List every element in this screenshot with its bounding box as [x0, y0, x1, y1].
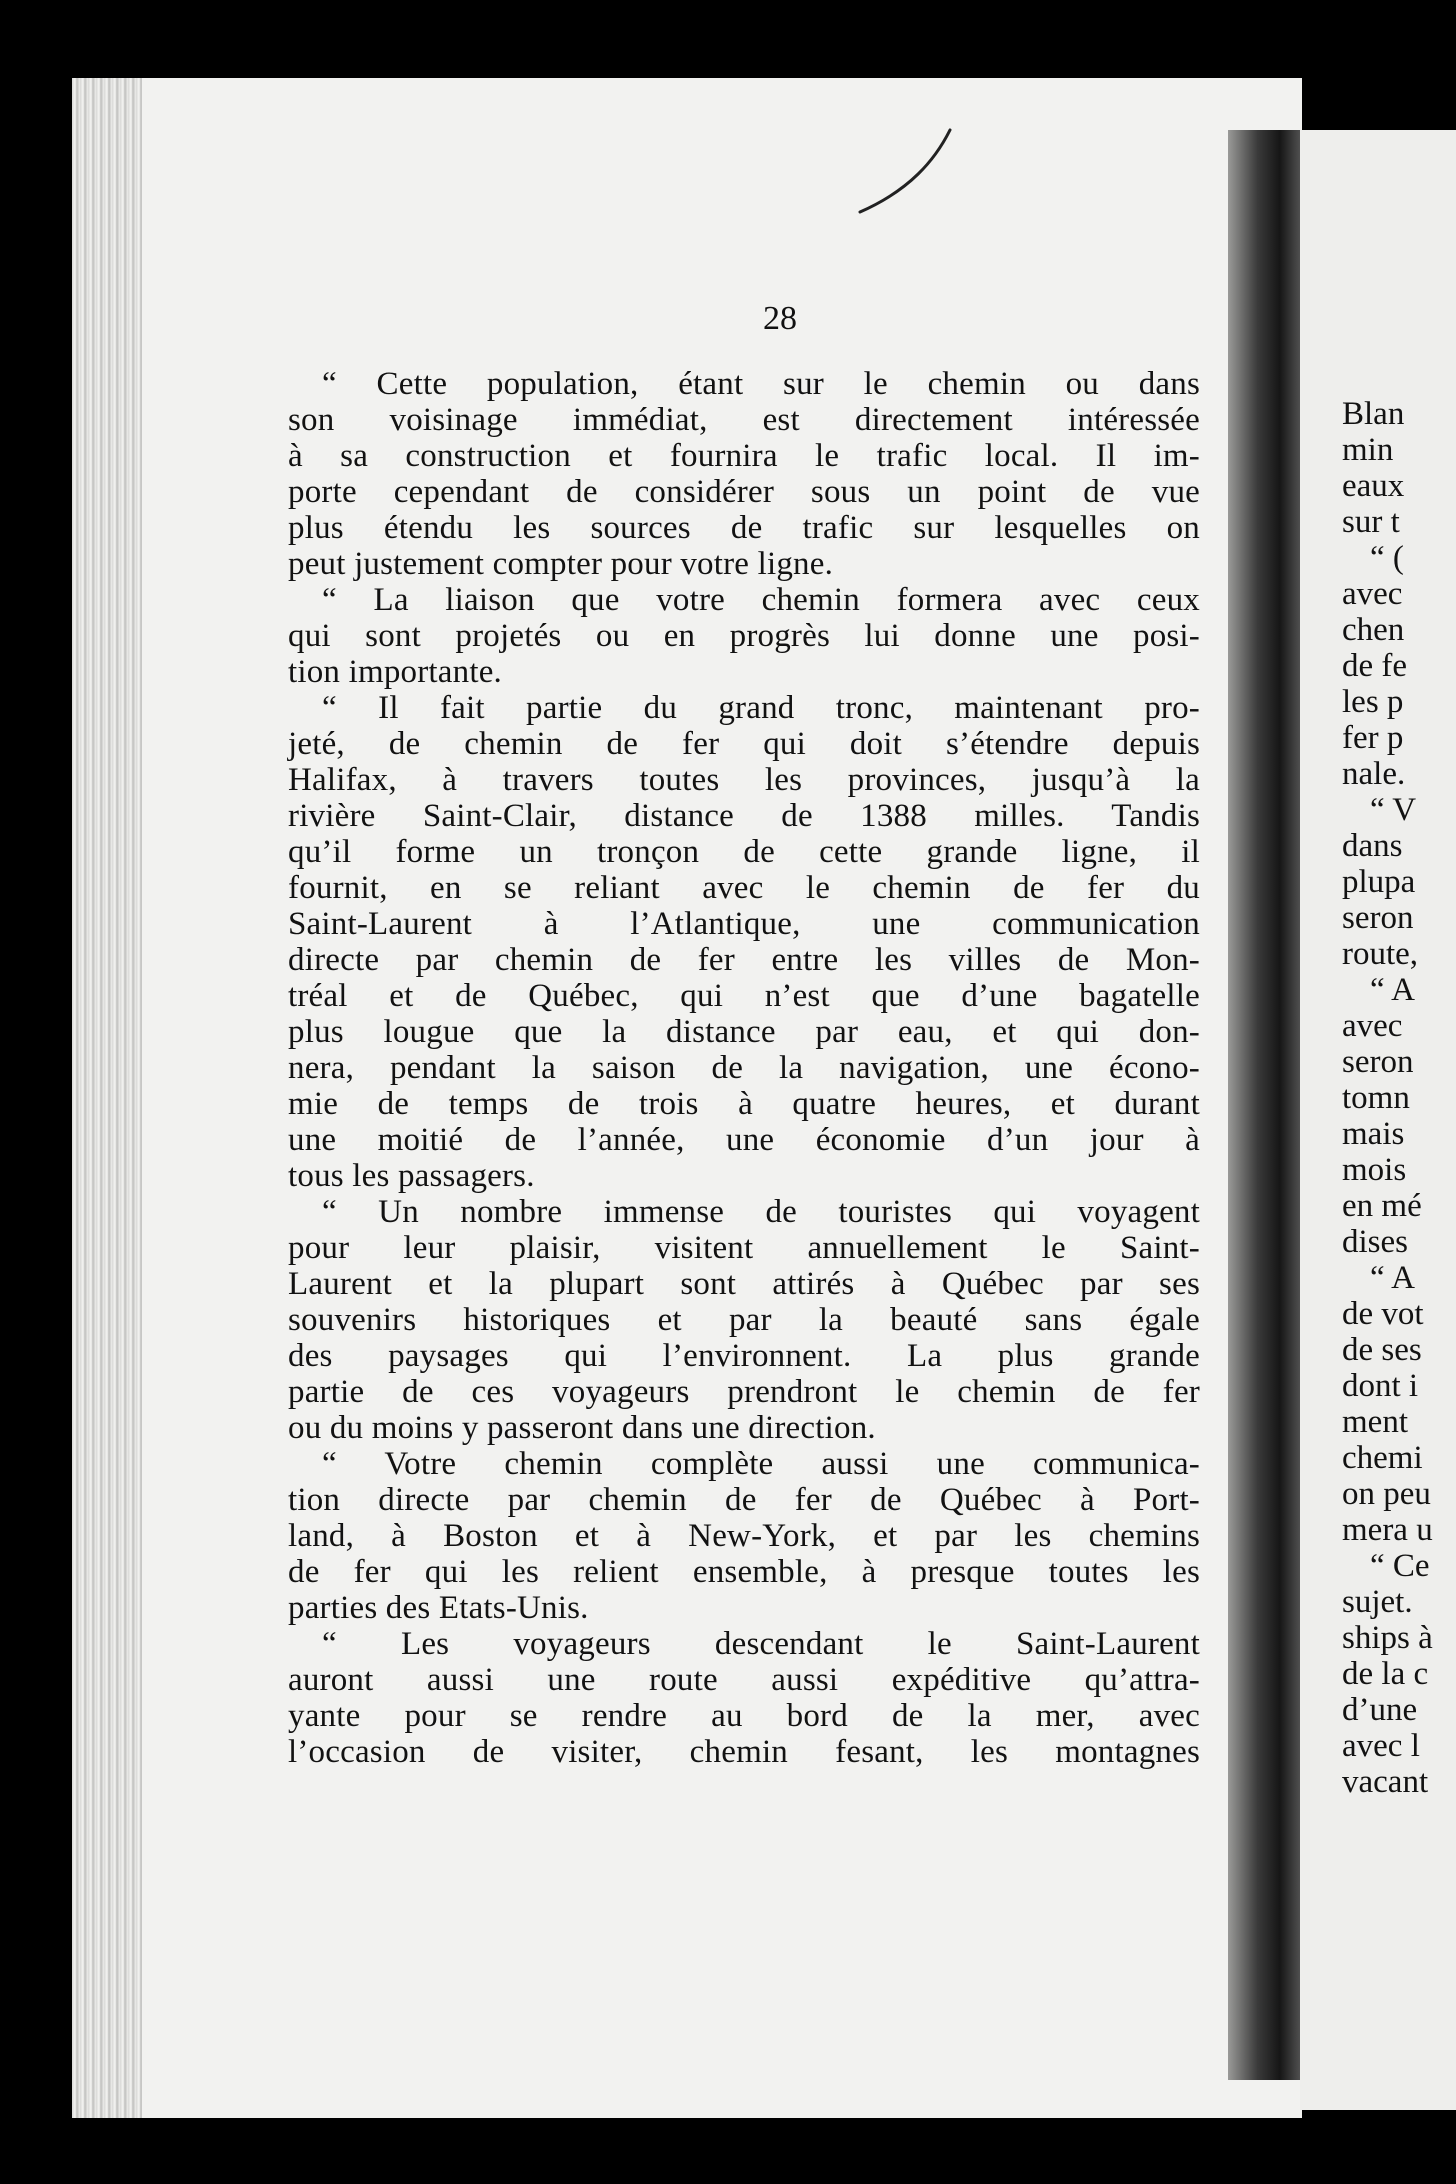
- page-edges: [72, 78, 142, 2118]
- right-text-line: fer p: [1342, 720, 1404, 756]
- text-line: mie de temps de trois à quatre heures, et durant: [288, 1086, 1200, 1122]
- text-line: de fer qui les relient ensemble, à presque toutes les: [288, 1554, 1200, 1590]
- right-text-line: avec: [1342, 1008, 1403, 1044]
- text-line: des paysages qui l’environnent. La plus grande: [288, 1338, 1200, 1374]
- right-text-line: mois: [1342, 1152, 1407, 1188]
- text-line: directe par chemin de fer entre les villes de Mon-: [288, 942, 1200, 978]
- text-line: pour leur plaisir, visitent annuellement le Saint-: [288, 1230, 1200, 1266]
- left-text-column: [288, 366, 1200, 1770]
- right-text-line: nale.: [1342, 756, 1406, 792]
- text-line: Halifax, à travers toutes les provinces, jusqu’à la: [288, 762, 1200, 798]
- right-text-line: avec: [1342, 576, 1403, 612]
- right-text-line: sur t: [1342, 504, 1400, 540]
- text-line: “ Un nombre immense de touristes qui voyagent: [322, 1194, 1200, 1230]
- text-line: qu’il forme un tronçon de cette grande ligne, il: [288, 834, 1200, 870]
- right-text-column: [1342, 396, 1456, 1800]
- text-line: nera, pendant la saison de la navigation, une écono-: [288, 1050, 1200, 1086]
- right-text-line: min: [1342, 432, 1394, 468]
- right-text-line: les p: [1342, 684, 1404, 720]
- right-text-line: seron: [1342, 1044, 1414, 1080]
- right-text-line: dises: [1342, 1224, 1408, 1260]
- text-line: son voisinage immédiat, est directement intéressée: [288, 402, 1200, 438]
- text-line: à sa construction et fournira le trafic local. Il im-: [288, 438, 1200, 474]
- text-line: “ Votre chemin complète aussi une communica-: [322, 1446, 1200, 1482]
- text-line: tion directe par chemin de fer de Québec à Port-: [288, 1482, 1200, 1518]
- text-line: jeté, de chemin de fer qui doit s’étendre depuis: [288, 726, 1200, 762]
- right-text-line: on peu: [1342, 1476, 1431, 1512]
- text-line: l’occasion de visiter, chemin fesant, les montagnes: [288, 1734, 1200, 1770]
- pen-mark-icon: [850, 120, 970, 220]
- text-line: peut justement compter pour votre ligne.: [288, 546, 834, 582]
- text-line: yante pour se rendre au bord de la mer, avec: [288, 1698, 1200, 1734]
- right-text-line: route,: [1342, 936, 1419, 972]
- right-text-line: vacant: [1342, 1764, 1429, 1800]
- text-line: rivière Saint-Clair, distance de 1388 milles. Tandis: [288, 798, 1200, 834]
- right-text-line: mera u: [1342, 1512, 1433, 1548]
- right-text-line: seron: [1342, 900, 1414, 936]
- right-text-line: de fe: [1342, 648, 1408, 684]
- text-line: porte cependant de considérer sous un point de vue: [288, 474, 1200, 510]
- book-gutter: [1228, 130, 1302, 2080]
- right-text-line: chen: [1342, 612, 1405, 648]
- text-line: auront aussi une route aussi expéditive qu’attra-: [288, 1662, 1200, 1698]
- text-line: souvenirs historiques et par la beauté sans égale: [288, 1302, 1200, 1338]
- right-text-line: tomn: [1342, 1080, 1410, 1116]
- text-line: plus lougue que la distance par eau, et qui don-: [288, 1014, 1200, 1050]
- text-line: “ Cette population, étant sur le chemin ou dans: [322, 366, 1200, 402]
- text-line: “ Les voyageurs descendant le Saint-Laurent: [322, 1626, 1200, 1662]
- right-text-line: “ (: [1370, 540, 1404, 576]
- right-text-line: avec l: [1342, 1728, 1420, 1764]
- right-text-line: chemi: [1342, 1440, 1423, 1476]
- text-line: “ Il fait partie du grand tronc, maintenant pro-: [322, 690, 1200, 726]
- right-text-line: sujet.: [1342, 1584, 1413, 1620]
- right-text-line: de ses: [1342, 1332, 1422, 1368]
- text-line: fournit, en se reliant avec le chemin de fer du: [288, 870, 1200, 906]
- right-text-line: d’une: [1342, 1692, 1418, 1728]
- right-text-line: ships à: [1342, 1620, 1433, 1656]
- text-line: plus étendu les sources de trafic sur lesquelles on: [288, 510, 1200, 546]
- right-text-line: “ A: [1370, 972, 1415, 1008]
- right-text-line: “ V: [1370, 792, 1417, 828]
- text-line: Laurent et la plupart sont attirés à Québec par ses: [288, 1266, 1200, 1302]
- right-text-line: Blan: [1342, 396, 1405, 432]
- right-text-line: mais: [1342, 1116, 1405, 1152]
- text-line: ou du moins y passeront dans une direction.: [288, 1410, 876, 1446]
- right-text-line: dans: [1342, 828, 1403, 864]
- text-line: qui sont projetés ou en progrès lui donne une posi-: [288, 618, 1200, 654]
- right-text-line: ment: [1342, 1404, 1408, 1440]
- right-text-line: en mé: [1342, 1188, 1422, 1224]
- text-line: land, à Boston et à New-York, et par les chemins: [288, 1518, 1200, 1554]
- text-line: partie de ces voyageurs prendront le chemin de fer: [288, 1374, 1200, 1410]
- text-line: une moitié de l’année, une économie d’un jour à: [288, 1122, 1200, 1158]
- page-number: 28: [763, 300, 797, 337]
- text-line: “ La liaison que votre chemin formera avec ceux: [322, 582, 1200, 618]
- right-text-line: dont i: [1342, 1368, 1419, 1404]
- right-text-line: de vot: [1342, 1296, 1424, 1332]
- right-text-line: “ A: [1370, 1260, 1415, 1296]
- text-line: tion importante.: [288, 654, 502, 690]
- text-line: parties des Etats-Unis.: [288, 1590, 589, 1626]
- text-line: tous les passagers.: [288, 1158, 535, 1194]
- right-text-line: plupa: [1342, 864, 1416, 900]
- right-text-line: de la c: [1342, 1656, 1429, 1692]
- right-text-line: “ Ce: [1370, 1548, 1430, 1584]
- right-text-line: eaux: [1342, 468, 1405, 504]
- text-line: tréal et de Québec, qui n’est que d’une bagatelle: [288, 978, 1200, 1014]
- text-line: Saint-Laurent à l’Atlantique, une communication: [288, 906, 1200, 942]
